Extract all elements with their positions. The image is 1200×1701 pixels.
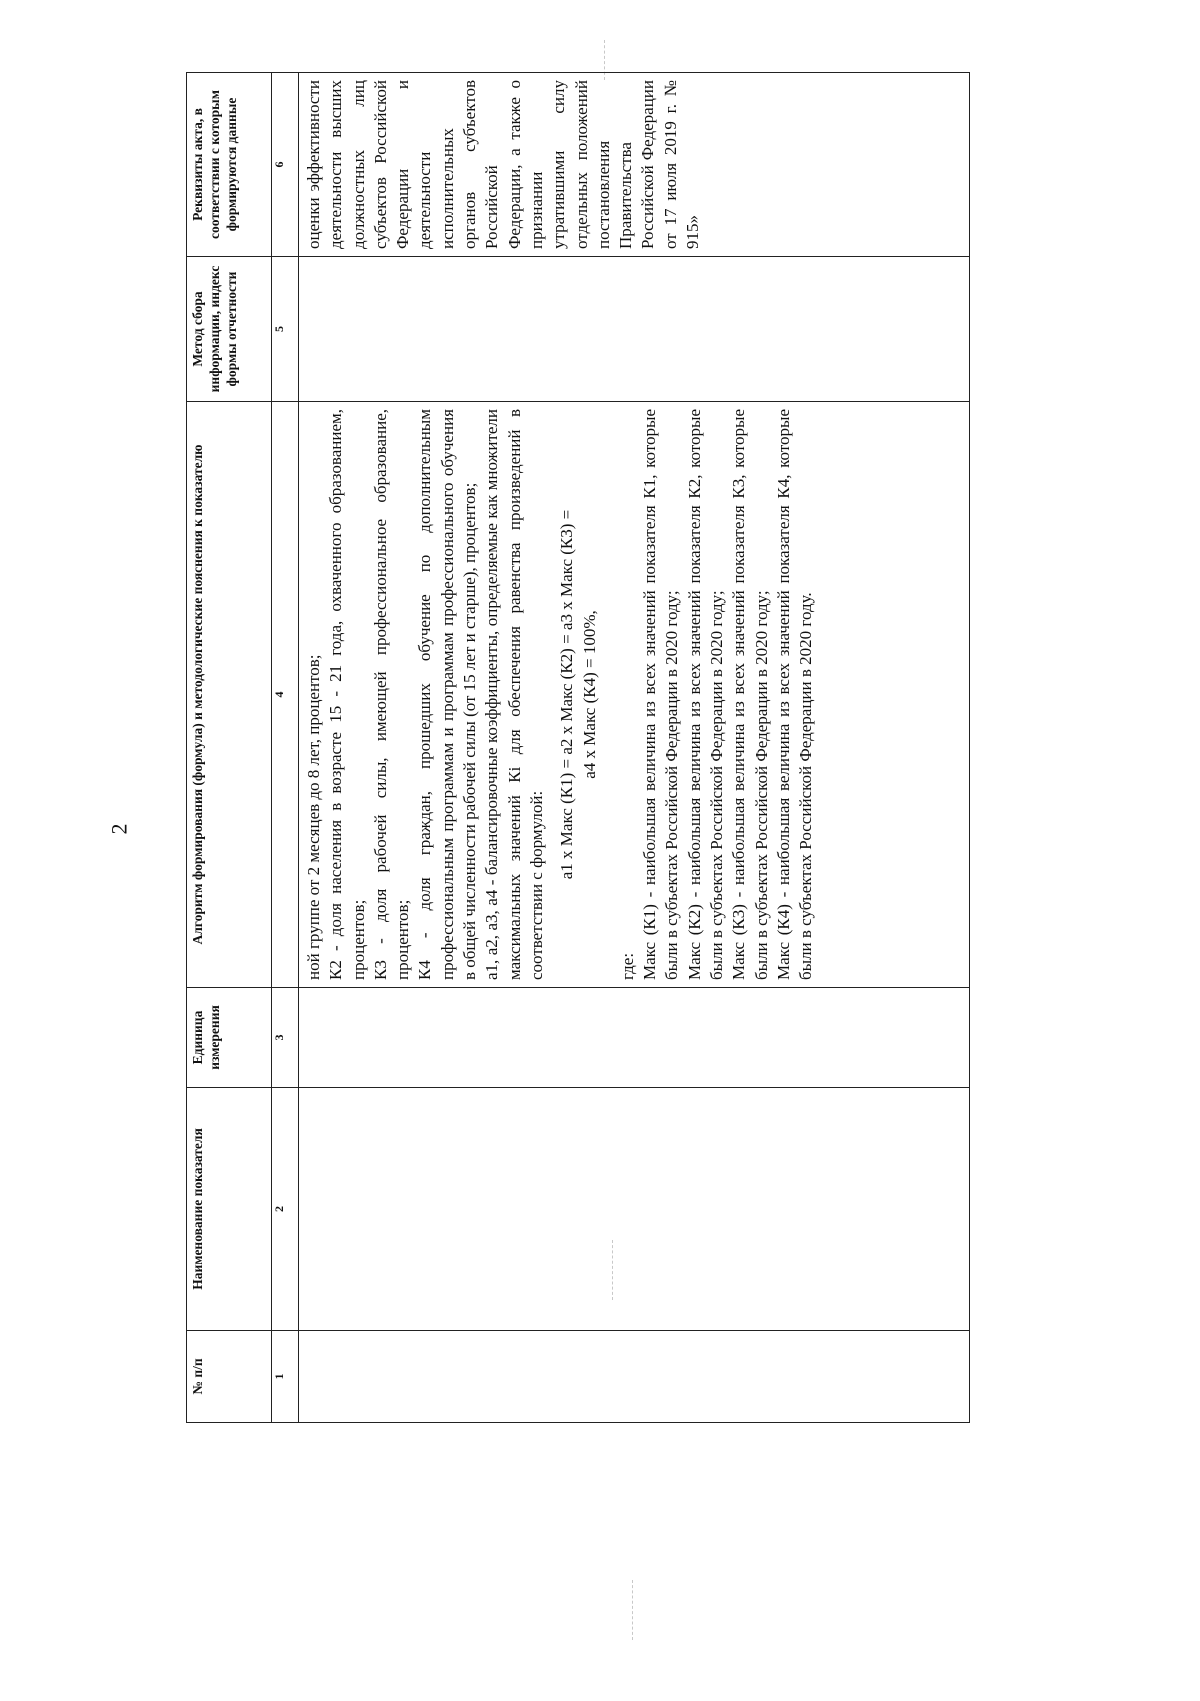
balancing-formula	[556, 409, 601, 980]
where-label: где:	[617, 952, 637, 980]
scan-mark	[632, 1580, 634, 1640]
algorithm-line: К3 - доля рабочей силы, имеющей профессиональное образование, процентов;	[370, 409, 413, 980]
definition-line: Макс (К3) - наибольшая величина из всех значений показателя К3, которые были в субъектах Российской Федерации в 2020 году;	[729, 409, 771, 980]
definition-line: Макс (К1) - наибольшая величина из всех значений показателя К1, которые были в субъектах Российской Федерации в 2020 году;	[640, 409, 682, 980]
algorithm-line: ной группе от 2 месяцев до 8 лет, процентов;	[304, 654, 323, 980]
col-number-3: 3	[272, 988, 299, 1088]
formula-line-2: а4 х Макс (К4) = 100%,	[579, 610, 599, 779]
definition-line: Макс (К2) - наибольшая величина из всех значений показателя К2, которые были в субъектах Российской Федерации в 2020 году;	[684, 409, 727, 980]
cell-act-details	[299, 73, 970, 257]
cell-collection-method	[299, 257, 970, 402]
cell-indicator-name	[299, 1088, 970, 1331]
column-number-row	[272, 73, 299, 1423]
spacer	[609, 409, 617, 980]
act-details-text: оценки эффективности деятельности высших должностных лиц субъектов Российской Федерации и деятельности исполнительных органов субъектов Российской Федерации, а также о признании утратившими силу отдельных положений постановления Правительства Российской Федерации от 17 июля 2019 г. № 915»	[304, 80, 703, 249]
col-number-4: 4	[272, 402, 299, 988]
algorithm-line: К4 - доля граждан, прошедших обучение по дополнительным профессиональным программам и программам профессионального обучения в общей численности рабочей силы (от 15 лет и старше), процентов;	[415, 409, 480, 980]
header-act-details: Реквизиты акта, в соответствии с которым формируются данные	[187, 73, 272, 257]
col-number-1: 1	[272, 1331, 299, 1423]
cell-unit	[299, 988, 970, 1088]
algorithm-line: а1, а2, а3, а4 - балансировочные коэффициенты, определяемые как множители максимальных значений Кi для обеспечения равенства произведений в соответствии с формулой:	[482, 409, 546, 980]
header-no: № п/п	[187, 1331, 272, 1423]
col-number-5: 5	[272, 257, 299, 402]
header-collection-method: Метод сбора информации, индекс формы отчетности	[187, 257, 272, 402]
table-header-row	[187, 73, 272, 1423]
header-indicator-name: Наименование показателя	[187, 1088, 272, 1331]
algorithm-line: К2 - доля населения в возрасте 15 - 21 года, охваченного образованием, процентов;	[326, 409, 368, 980]
definition-line: Макс (К4) - наибольшая величина из всех значений показателя К4, которые были в субъектах Российской Федерации в 2020 году.	[773, 409, 816, 980]
page-number: 2	[106, 823, 132, 835]
cell-algorithm	[299, 402, 970, 988]
col-number-6: 6	[272, 73, 299, 257]
formula-line-1: а1 х Макс (К1) = а2 х Макс (К2) = а3 х Макс (К3) =	[557, 509, 577, 880]
indicator-table	[186, 72, 970, 1423]
header-algorithm: Алгоритм формирования (формула) и методологические пояснения к показателю	[187, 402, 272, 988]
cell-no	[299, 1331, 970, 1423]
header-unit: Единица измерения	[187, 988, 272, 1088]
col-number-2: 2	[272, 1088, 299, 1331]
rotated-table-wrapper	[186, 73, 970, 1423]
table-row	[299, 73, 970, 1423]
